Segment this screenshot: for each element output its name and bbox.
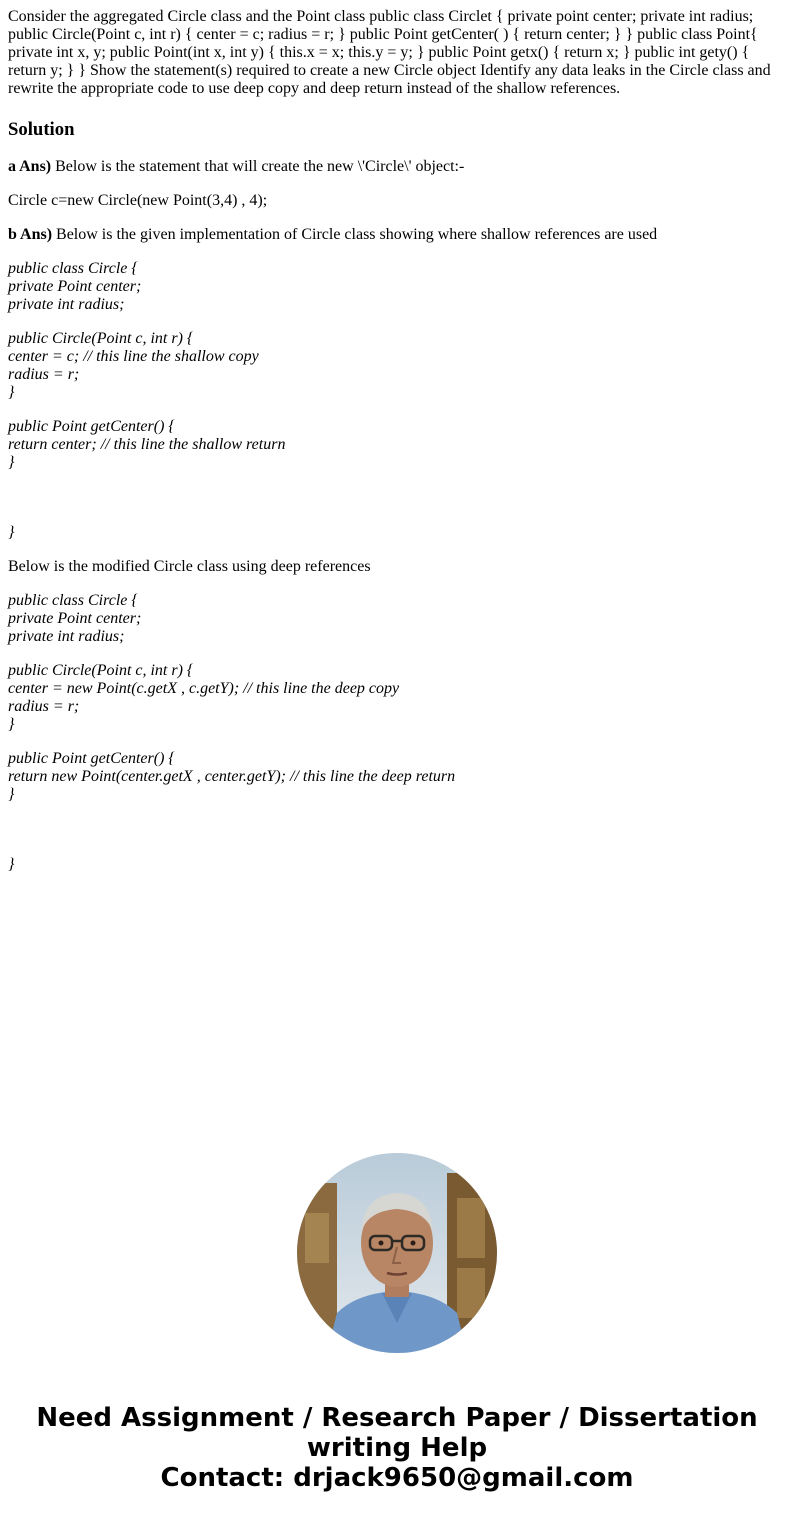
footer-line-1: Need Assignment / Research Paper / Dissertation — [36, 1403, 758, 1433]
code-line: } — [8, 454, 15, 471]
part-a-statement: Circle c=new Circle(new Point(3,4) , 4); — [8, 192, 268, 209]
part-a-text: Below is the statement that will create the new \'Circle\' object:- — [51, 158, 465, 175]
shallow-code-fields — [8, 260, 786, 314]
deep-code-fields — [8, 592, 786, 646]
code-line: radius = r; — [8, 698, 80, 715]
code-line: public Point getCenter() { — [8, 750, 175, 767]
question-text: Consider the aggregated Circle class and the Point class public class Circlet { private point center; private int radius; public Circle(Point c, int r) { center = c; radius = r; } public Point getCenter( ) { return center; } } public class Point{ private int x, y; public Point(int x, int y) { this.x = x; this.y = y; } public Point getx() { return x; } public int gety() { return y; } } Show the statement(s) required to create a new Circle object Identify any data leaks in the Circle class and rewrite the appropriate code to use deep copy and deep return instead of the shallow references. — [8, 8, 771, 97]
footer-promo — [0, 1403, 794, 1493]
solution-heading: Solution — [8, 119, 75, 140]
part-a-answer — [8, 158, 786, 176]
code-line: } — [8, 384, 15, 401]
code-line: public Circle(Point c, int r) { — [8, 662, 194, 679]
shallow-code-closing — [8, 524, 786, 542]
code-line: private Point center; — [8, 278, 142, 295]
part-b-text: Below is the given implementation of Circle class showing where shallow references are used — [52, 226, 658, 243]
code-line: return center; // this line the shallow return — [8, 436, 286, 453]
code-line: } — [8, 856, 15, 873]
part-a-label: a Ans) — [8, 158, 52, 175]
code-line: public class Circle { — [8, 592, 138, 609]
document-body — [8, 8, 786, 890]
part-b-answer — [8, 226, 786, 244]
code-line: } — [8, 524, 15, 541]
deep-code-closing — [8, 856, 786, 874]
footer-line-2: writing Help — [306, 1433, 488, 1463]
portrait-image — [297, 1153, 497, 1353]
code-line: public Circle(Point c, int r) { — [8, 330, 194, 347]
code-line: } — [8, 786, 15, 803]
spacer — [8, 820, 786, 856]
code-line: public Point getCenter() { — [8, 418, 175, 435]
code-line: private int radius; — [8, 296, 125, 313]
modified-intro: Below is the modified Circle class using deep references — [8, 558, 371, 575]
spacer — [8, 488, 786, 524]
code-line: return new Point(center.getX , center.getY); // this line the deep return — [8, 768, 456, 785]
code-line: radius = r; — [8, 366, 80, 383]
author-avatar — [297, 1153, 497, 1353]
code-line: center = new Point(c.getX , c.getY); // this line the deep copy — [8, 680, 400, 697]
shallow-code-getter — [8, 418, 786, 472]
code-line: } — [8, 716, 15, 733]
code-line: center = c; // this line the shallow copy — [8, 348, 259, 365]
deep-code-getter — [8, 750, 786, 804]
deep-code-constructor — [8, 662, 786, 734]
code-line: public class Circle { — [8, 260, 138, 277]
shallow-code-constructor — [8, 330, 786, 402]
code-line: private Point center; — [8, 610, 142, 627]
code-line: private int radius; — [8, 628, 125, 645]
part-b-label: b Ans) — [8, 226, 53, 243]
footer-contact: Contact: drjack9650@gmail.com — [160, 1463, 634, 1493]
